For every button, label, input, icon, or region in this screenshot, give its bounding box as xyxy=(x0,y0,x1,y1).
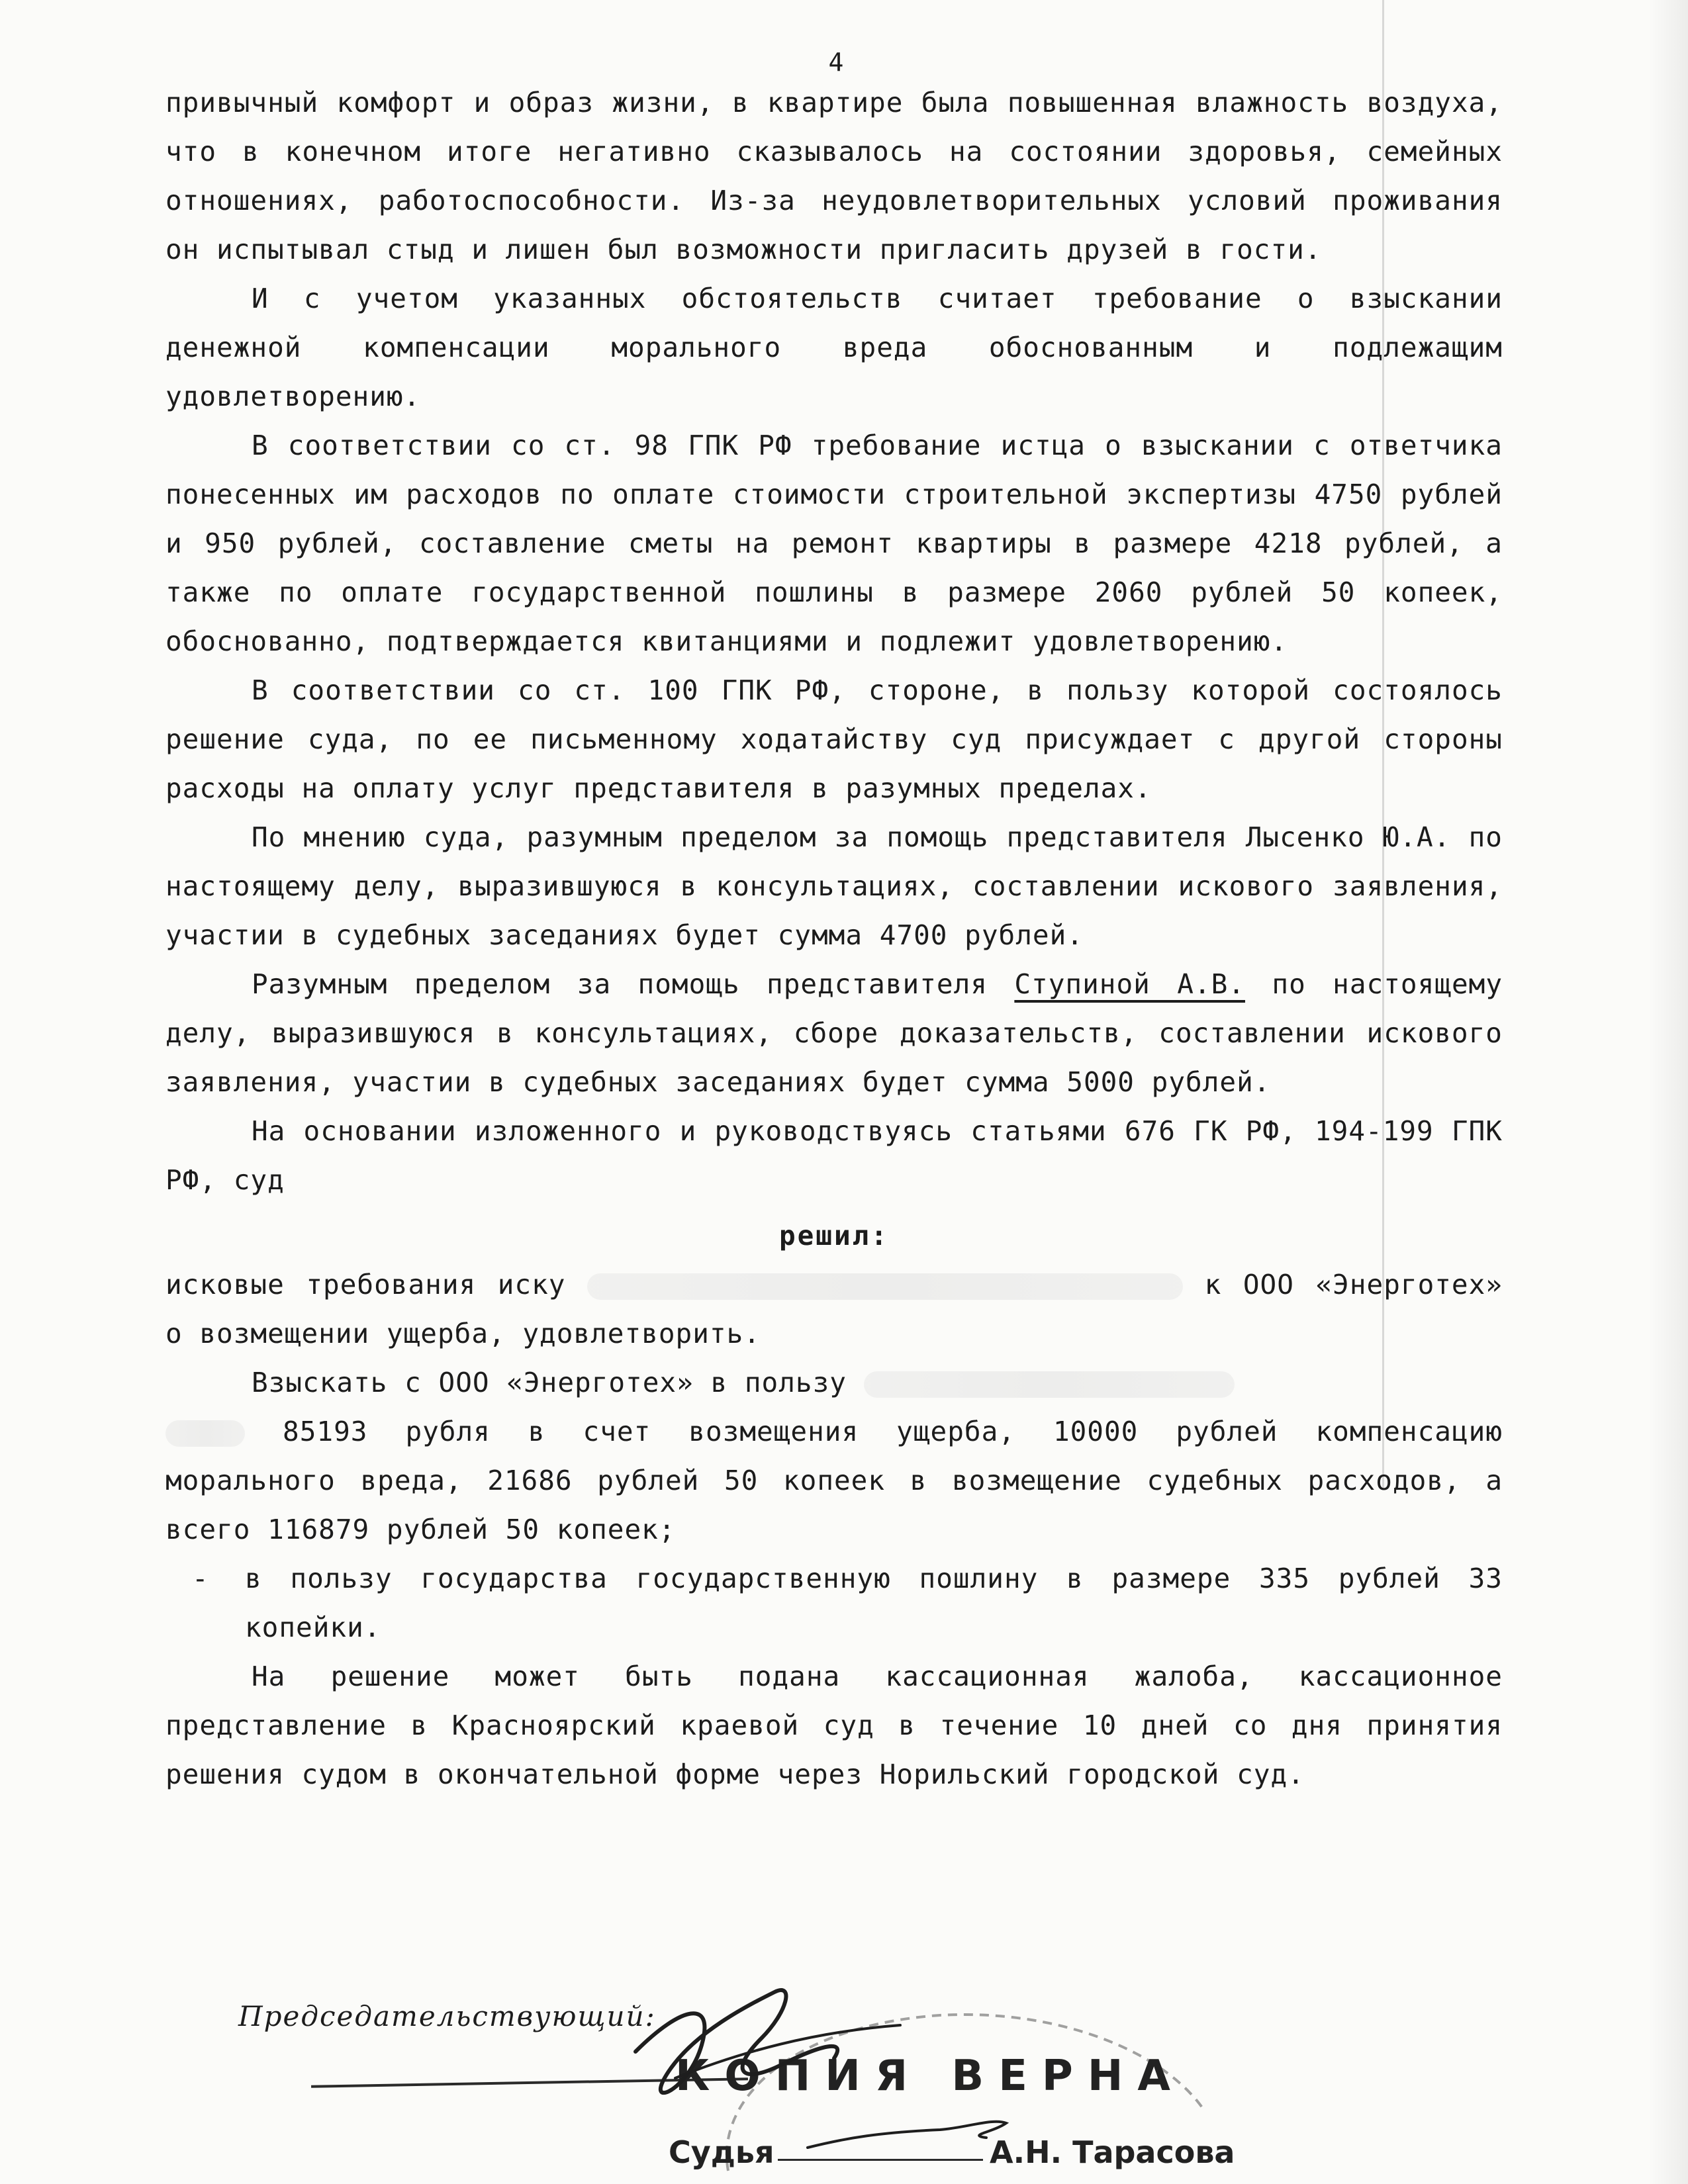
appeal-paragraph: На решение может быть подана кассационная жалоба, кассационное представление в Красноярский краевой суд в течение 10 дней со дня принятия решения судом в окончательной форме через Норильский городской суд. xyxy=(165,1661,1503,1790)
paragraph-6 xyxy=(165,960,1503,1107)
paragraph-5: По мнению суда, разумным пределом за помощь представителя Лысенко Ю.А. по настоящему делу, выразившуюся в консультациях, составлении искового заявления, участии в судебных заседаниях будет сумма 4700 рублей. xyxy=(165,821,1503,951)
document-body xyxy=(165,78,1503,1799)
redacted-beneficiary xyxy=(864,1371,1235,1398)
recover-amounts xyxy=(165,1407,1503,1554)
paragraph-6-end: по настоящему делу, выразившуюся в консультациях, сборе доказательств, составлении искового заявления, участии в судебных заседаниях будет сумма 5000 рублей. xyxy=(165,968,1503,1098)
paragraph-1: привычный комфорт и образ жизни, в квартире была повышенная влажность воздуха, что в конечном итоге негативно сказывалось на состоянии здоровья, семейных отношениях, работоспособности. Из-за неудовлетворительных условий проживания он испытывал стыд и лишен был возможности пригласить друзей в гости. xyxy=(165,87,1503,265)
presiding-judge-label: Председательствующий: xyxy=(238,2000,656,2032)
state-duty-item xyxy=(165,1554,1503,1652)
paragraph-4: В соответствии со ст. 100 ГПК РФ, стороне, в пользу которой состоялось решение суда, по ее письменному ходатайству суд присуждает с другой стороны расходы на оплату услуг представителя в разумных пределах. xyxy=(165,674,1503,804)
paragraph-3: В соответствии со ст. 98 ГПК РФ требование истца о взыскании с ответчика понесенных им расходов по оплате стоимости строительной экспертизы 4750 рублей и 950 рублей, составление сметы на ремонт квартиры в размере 4218 рублей, а также по оплате государственной пошлины в размере 2060 рублей 50 копеек, обоснованно, подтверждается квитанциями и подлежит удовлетворению. xyxy=(165,430,1503,657)
judge-name: А.Н. Тарасова xyxy=(990,2134,1235,2170)
judge-signature-line xyxy=(778,2159,983,2161)
decision-heading: решил: xyxy=(778,1220,890,1251)
judge-label: Судья xyxy=(669,2134,774,2170)
scan-shadow-edge xyxy=(1648,0,1688,2184)
copy-certified-stamp: КОПИЯ ВЕРНА xyxy=(675,2052,1185,2101)
state-duty-text: в пользу государства государственную пошлину в размере 335 рублей 33 копейки. xyxy=(245,1563,1503,1643)
redacted-name xyxy=(587,1273,1183,1300)
recover-intro xyxy=(165,1358,1503,1407)
decision-claims-end: к ООО «Энерготех» о возмещении ущерба, удовлетворить. xyxy=(165,1269,1503,1349)
redacted-beneficiary-end xyxy=(165,1420,245,1447)
decision-claims xyxy=(165,1260,1503,1358)
paragraph-7: На основании изложенного и руководствуясь статьями 676 ГК РФ, 194-199 ГПК РФ, суд xyxy=(165,1115,1503,1196)
decision-claims-start: исковые требования иску xyxy=(165,1269,566,1300)
underlined-representative-name: Ступиной А.В. xyxy=(1014,968,1245,1000)
page-number: 4 xyxy=(828,48,844,77)
paragraph-6-start: Разумным пределом за помощь представителя xyxy=(252,968,1015,1000)
recover-amounts-text: 85193 рубля в счет возмещения ущерба, 10000 рублей компенсацию морального вреда, 21686 рублей 50 копеек в возмещение судебных расходов, а всего 116879 рублей 50 копеек; xyxy=(165,1416,1503,1545)
bullet-dash: - xyxy=(192,1563,209,1594)
paragraph-2: И с учетом указанных обстоятельств считает требование о взыскании денежной компенсации морального вреда обоснованным и подлежащим удовлетворению. xyxy=(165,283,1503,412)
recover-intro-text: Взыскать с ООО «Энерготех» в пользу xyxy=(252,1367,847,1398)
